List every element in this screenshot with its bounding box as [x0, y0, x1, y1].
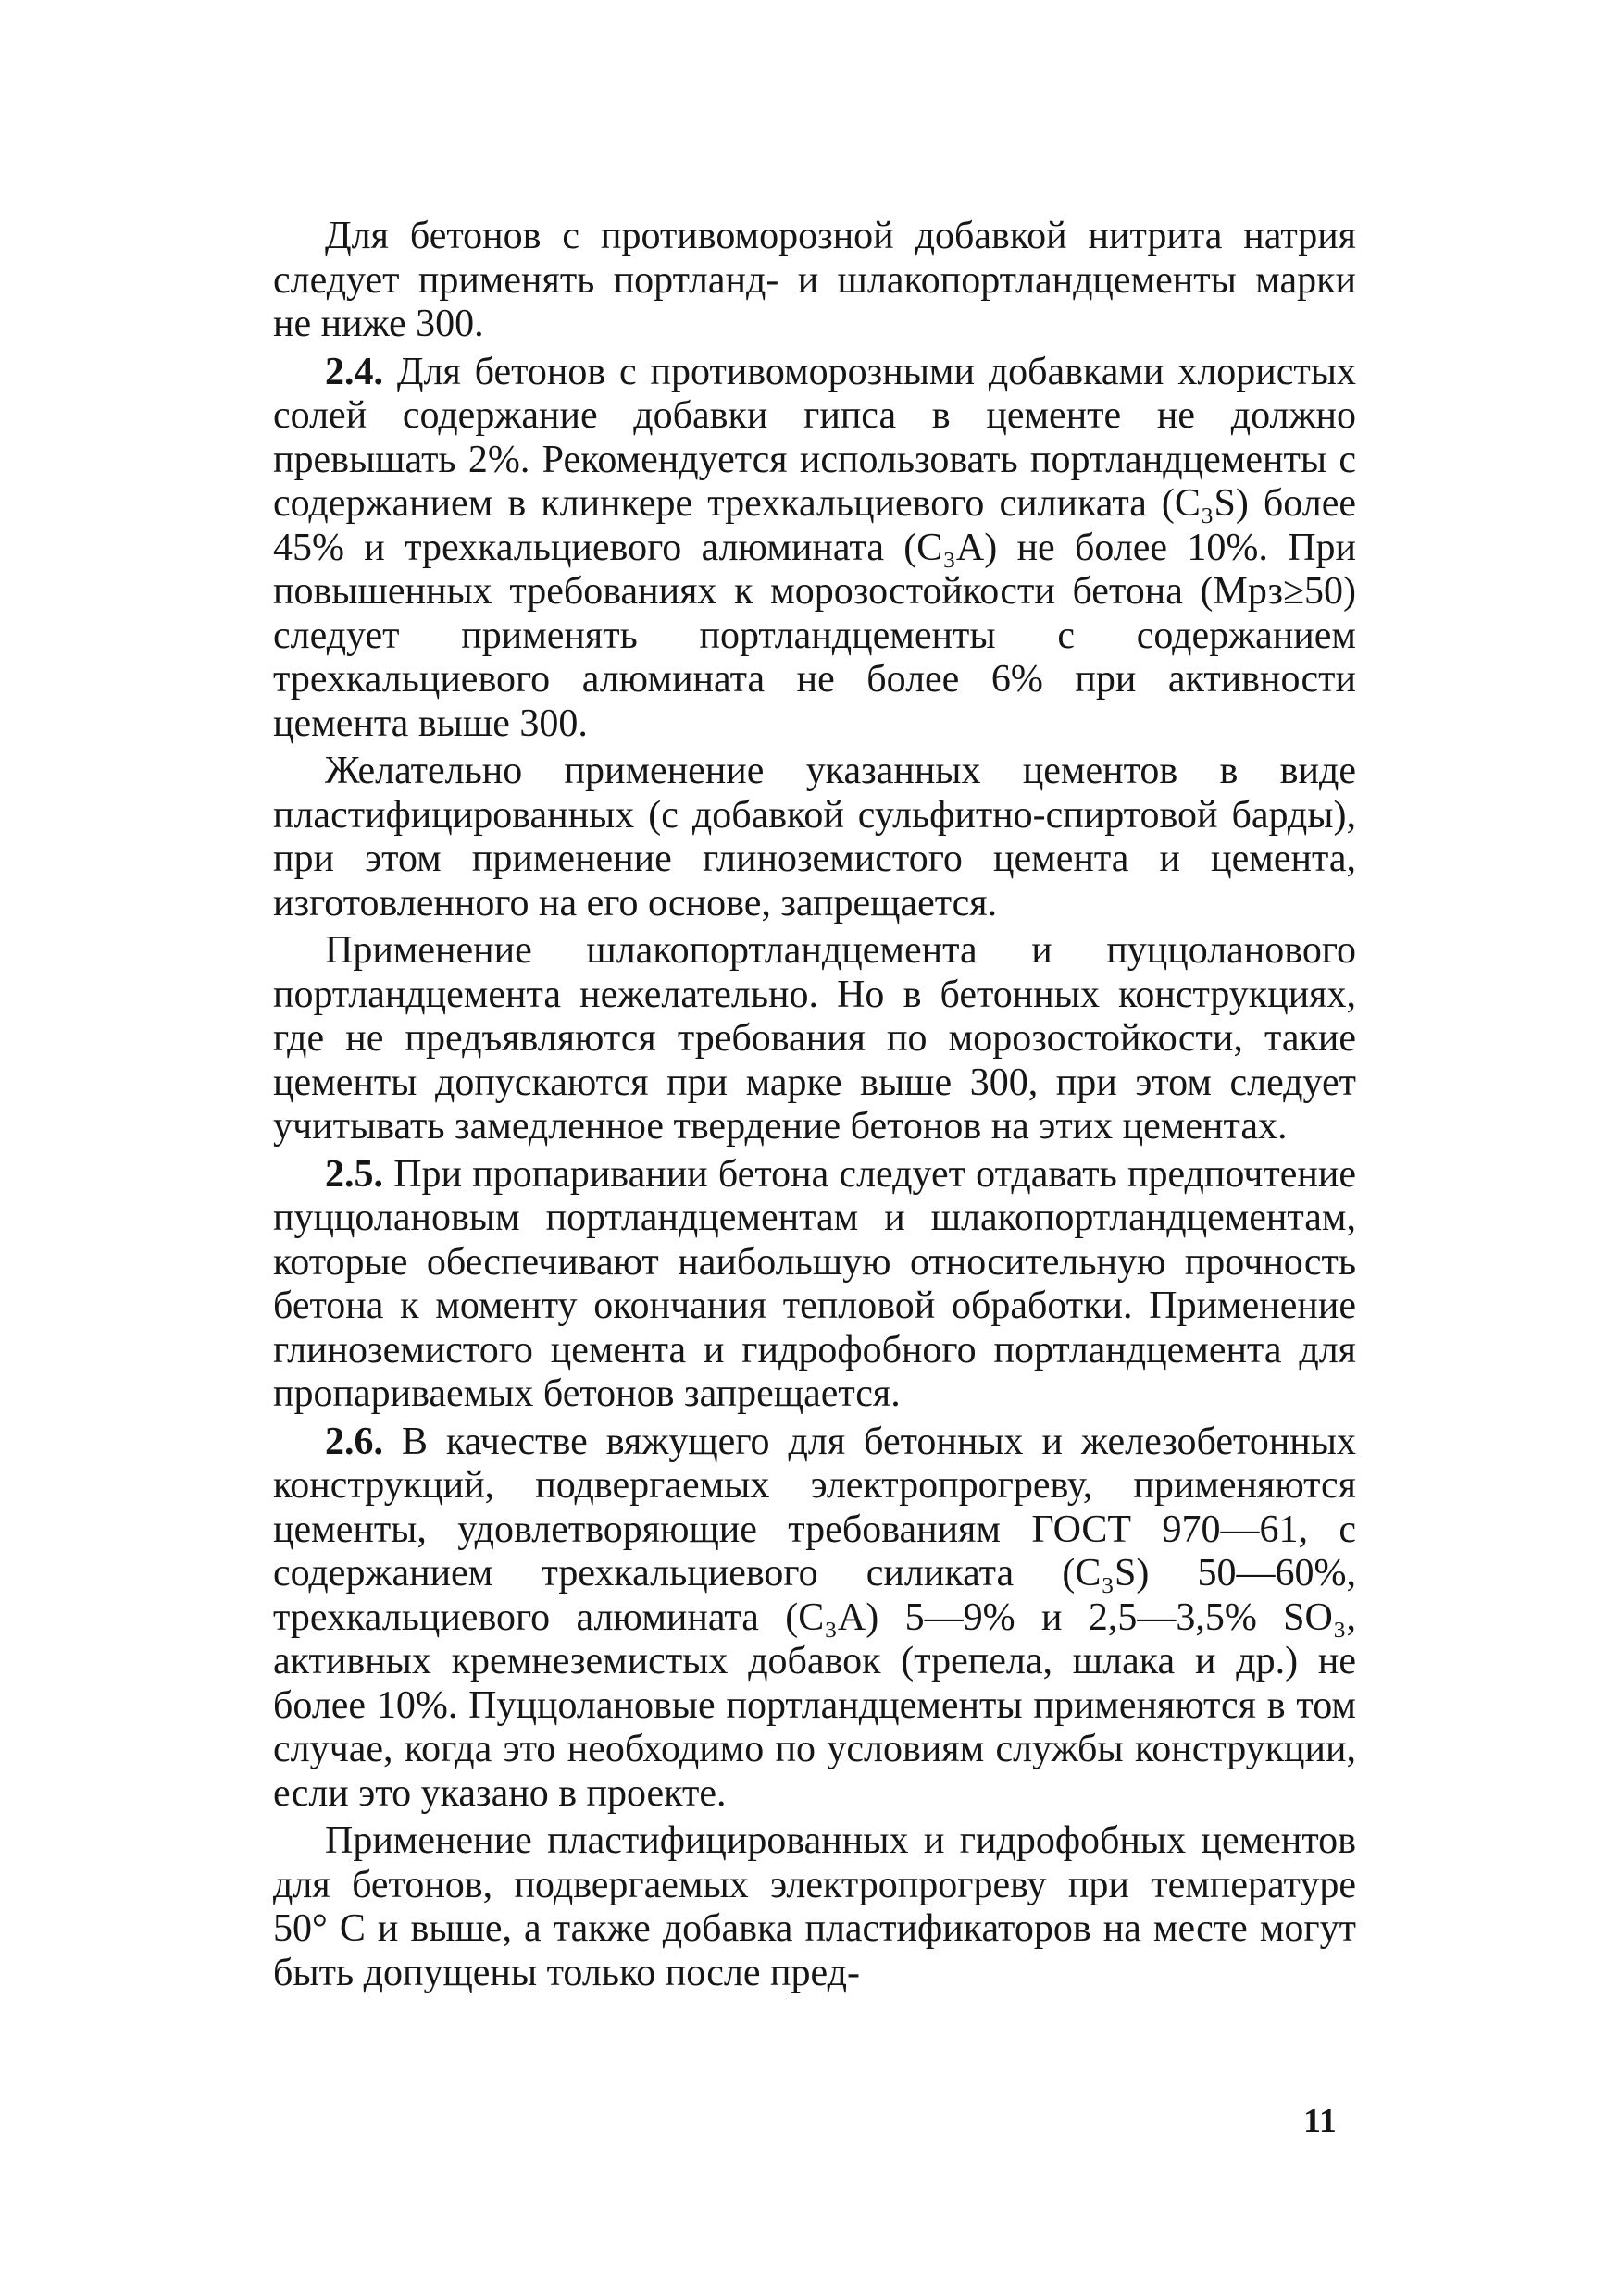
- paragraph-text: Применение шлакопортландцемента и пуццоланового портландцемента нежелательно. Но в бетонных конструкциях, где не предъявляются требования по морозостойкости, такие цементы допускаются при марке выше 300, при этом следует учитывать замедленное твердение бетонов на этих цементах.: [273, 929, 1356, 1148]
- page-number: 11: [1303, 2102, 1337, 2141]
- paragraph-text: Для бетонов с противоморозными добавками хлористых солей содержание добавки гипса в цементе не должно превышать 2%. Рекомендуется использовать портландцементы с содержанием в клинкере трехкальциевого силиката (C₃S) более 45% и трехкальциевого алюмината (C₃A) не более 10%. При повышенных требованиях к морозостойкости бетона (Мрз≥50) следует применять портландцементы с содержанием трехкальциевого алюмината не более 6% при активности цемента выше 300.: [273, 350, 1356, 745]
- paragraph-number: 2.6.: [325, 1420, 383, 1463]
- paragraph-1: [273, 215, 1356, 347]
- paragraph-7: [273, 1819, 1356, 1995]
- paragraph-text: В качестве вяжущего для бетонных и железобетонных конструкций, подвергаемых электропрогреву, применяются цементы, удовлетворяющие требованиям ГОСТ 970—61, с содержанием трехкальциевого силиката (C₃S) 50—60%, трехкальциевого алюмината (C₃A) 5—9% и 2,5—3,5% SO₃, активных кремнеземистых добавок (трепела, шлака и др.) не более 10%. Пуццолановые портландцементы применяются в том случае, когда это необходимо по условиям службы конструкции, если это указано в проекте.: [273, 1420, 1356, 1815]
- page-body: [273, 215, 1356, 1995]
- paragraph-number: 2.5.: [325, 1152, 383, 1196]
- paragraph-text: Для бетонов с противоморозной добавкой нитрита натрия следует применять портланд- и шлакопортландцементы марки не ниже 300.: [273, 215, 1356, 345]
- paragraph-text: Желательно применение указанных цементов в виде пластифицированных (с добавкой сульфитно-спиртовой барды), при этом применение глиноземистого цемента и цемента, изготовленного на его основе, запрещается.: [273, 750, 1356, 925]
- paragraph-2-5: [273, 1153, 1356, 1417]
- paragraph-number: 2.4.: [325, 350, 383, 393]
- paragraph-3: [273, 750, 1356, 925]
- paragraph-text: Применение пластифицированных и гидрофобных цементов для бетонов, подвергаемых электропрогреву при температуре 50° С и выше, а также добавка пластификаторов на месте могут быть допущены только после пред-: [273, 1819, 1356, 1994]
- paragraph-2-6: [273, 1421, 1356, 1817]
- paragraph-2-4: [273, 351, 1356, 747]
- paragraph-text: При пропаривании бетона следует отдавать предпочтение пуццолановым портландцементам и шлакопортландцементам, которые обеспечивают наибольшую относительную прочность бетона к моменту окончания тепловой обработки. Применение глиноземистого цемента и гидрофобного портландцемента для пропариваемых бетонов запрещается.: [273, 1152, 1356, 1415]
- paragraph-4: [273, 929, 1356, 1149]
